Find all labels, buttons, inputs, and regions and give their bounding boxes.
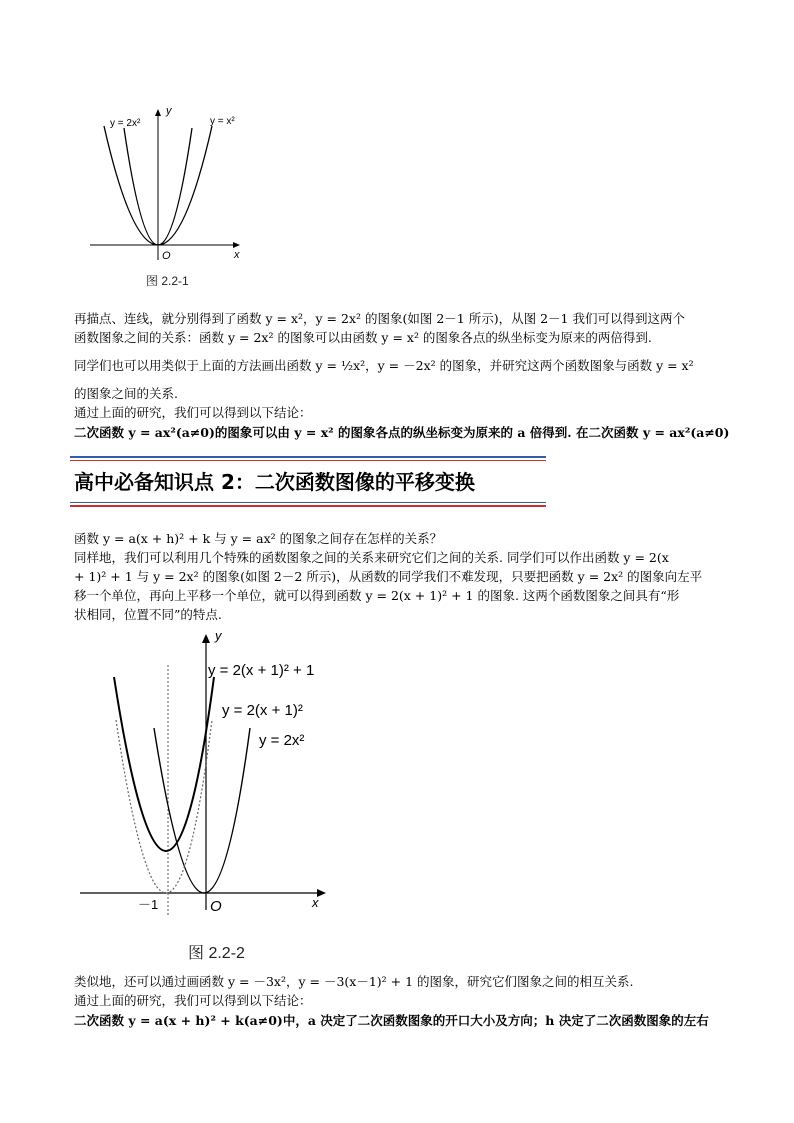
paragraph-4-line-3: + 1)² + 1 与 y = 2x² 的图象(如图 2－2 所示)，从函数的同学我们不难发现，只要把函数 y = 2x² 的图象向左平 — [74, 569, 703, 584]
figure-2-2-2 — [74, 625, 364, 920]
heading-rule-top-red — [70, 460, 546, 461]
x-axis-arrow — [233, 242, 240, 248]
conclusion-2: 二次函数 y = a(x + h)² + k(a≠0)中，a 决定了二次函数图象的开口大小及方向；h 决定了二次函数图象的左右 — [74, 1013, 709, 1028]
x-axis-label: x — [312, 895, 319, 910]
y-axis-arrow — [155, 109, 161, 116]
y-axis-label: y — [166, 105, 172, 117]
label-y-2x2: y = 2x² — [259, 732, 305, 749]
figure-caption-2-2-2: 图 2.2-2 — [188, 945, 245, 962]
paragraph-5-line-1: 类似地，还可以通过画函数 y = －3x²，y = －3(x－1)² + 1 的图象，研究它们图象之间的相互关系. — [74, 974, 634, 989]
figure-2-2-1 — [88, 100, 248, 265]
heading-rule-bottom-blue — [70, 502, 546, 503]
label-y-2x2: y = 2x² — [110, 118, 141, 129]
y-axis-arrow — [202, 634, 210, 643]
x-axis-label: x — [234, 249, 240, 261]
heading-rule-bottom-red — [70, 505, 546, 507]
tick-label-minus-1: －1 — [138, 897, 159, 912]
conclusion-1: 二次函数 y = ax²(a≠0)的图象可以由 y = x² 的图象各点的纵坐标变为原来的 a 倍得到. 在二次函数 y = ax²(a≠0) — [74, 425, 730, 440]
curve-y-2-x-plus-1-squared-plus-1 — [114, 677, 214, 851]
paragraph-4-line-4: 移一个单位，再向上平移一个单位，就可以得到函数 y = 2(x + 1)² + 1 的图象. 这两个函数图象之间具有“形 — [74, 588, 680, 603]
paragraph-5-line-2: 通过上面的研究，我们可以得到以下结论： — [74, 993, 312, 1008]
y-axis-label: y — [215, 628, 222, 643]
figure-caption-2-2-1: 图 2.2-1 — [146, 274, 189, 288]
paragraph-1-line-2: 函数图象之间的关系：函数 y = 2x² 的图象可以由函数 y = x² 的图象各点的纵坐标变为原来的两倍得到. — [74, 330, 652, 345]
paragraph-4-line-2: 同样地，我们可以利用几个特殊的函数图象之间的关系来研究它们之间的关系. 同学们可以作出函数 y = 2(x — [74, 550, 669, 565]
paragraph-2-line-2: 的图象之间的关系. — [74, 386, 178, 401]
paragraph-2-line-1: 同学们也可以用类似于上面的方法画出函数 y = ½x²，y = －2x² 的图象，并研究这两个函数图象与函数 y = x² — [74, 358, 694, 373]
curve-y-2-x-plus-1-squared — [116, 720, 212, 893]
origin-label: O — [210, 898, 222, 915]
paragraph-3-line-1: 通过上面的研究，我们可以得到以下结论： — [74, 405, 312, 420]
heading-rule-top-blue — [70, 456, 546, 458]
paragraph-4-line-5: 状相同，位置不同”的特点. — [74, 607, 222, 622]
label-y-2-x-plus-1-squared-plus-1: y = 2(x + 1)² + 1 — [208, 662, 315, 679]
label-y-2-x-plus-1-squared: y = 2(x + 1)² — [222, 702, 303, 719]
paragraph-1-line-1: 再描点、连线，就分别得到了函数 y = x²，y = 2x² 的图象(如图 2－1 所示)，从图 2－1 我们可以得到这两个 — [74, 311, 685, 326]
paragraph-4-line-1: 函数 y = a(x + h)² + k 与 y = ax² 的图象之间存在怎样的关系？ — [74, 531, 443, 546]
section-heading: 高中必备知识点 2：二次函数图像的平移变换 — [74, 470, 475, 494]
origin-label: O — [162, 250, 171, 262]
label-y-x2: y = x² — [210, 116, 235, 127]
